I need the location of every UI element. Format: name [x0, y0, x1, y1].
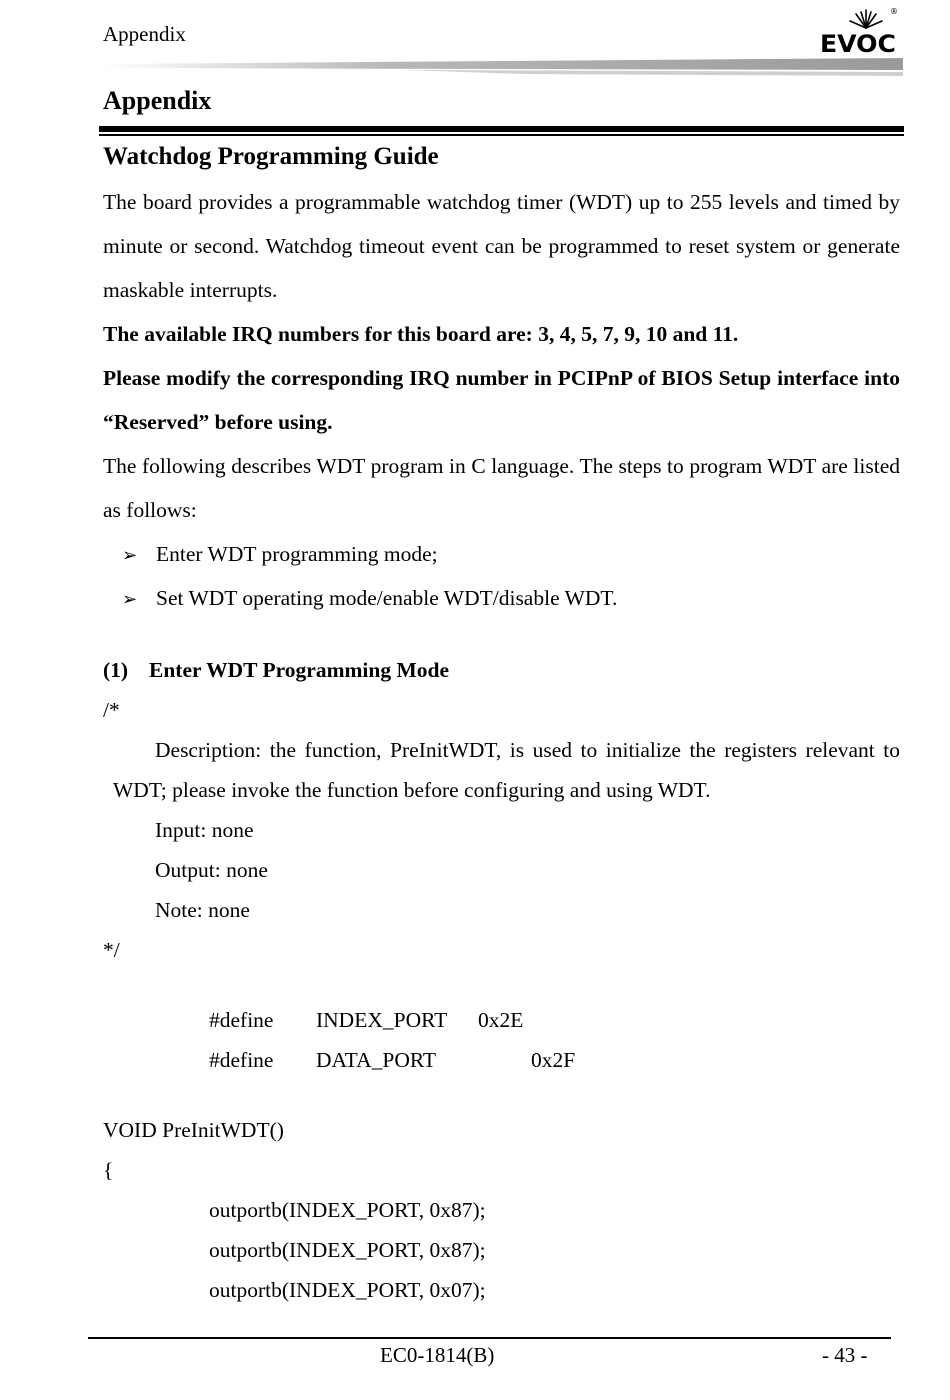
comment-open: /* — [103, 698, 120, 722]
define-keyword: #define — [209, 1048, 274, 1072]
running-header: Appendix — [103, 22, 186, 46]
open-brace: { — [103, 1158, 114, 1182]
section-title: Appendix — [103, 86, 212, 115]
steps-intro-paragraph: The following describes WDT program in C language. The steps to program WDT are listed as follows: — [103, 454, 900, 522]
subsection-number: (1) — [103, 658, 129, 682]
irq-note: The available IRQ numbers for this board are: 3, 4, 5, 7, 9, 10 and 11. — [103, 322, 739, 346]
list-item — [122, 576, 617, 622]
list-item — [122, 532, 438, 578]
function-signature: VOID PreInitWDT() — [103, 1118, 284, 1142]
code-line: outportb(INDEX_PORT, 0x87); — [209, 1238, 486, 1262]
evoc-logo — [820, 4, 902, 56]
footer-doc-id: EC0-1814(B) — [380, 1343, 495, 1367]
list-item-text: Set WDT operating mode/enable WDT/disable WDT. — [156, 586, 618, 610]
logo-wordmark: EVOC — [820, 30, 896, 56]
comment-close: */ — [103, 938, 120, 962]
code-line: outportb(INDEX_PORT, 0x07); — [209, 1278, 486, 1302]
footer-rule — [88, 1337, 891, 1339]
arrow-bullet-icon: ➢ — [122, 545, 138, 566]
title-rule-thin — [99, 134, 904, 136]
define-value: 0x2E — [478, 1008, 524, 1032]
arrow-bullet-icon: ➢ — [122, 589, 138, 610]
comment-input: Input: none — [155, 818, 254, 842]
define-name: DATA_PORT — [316, 1048, 437, 1072]
guide-title: Watchdog Programming Guide — [103, 143, 439, 170]
comment-output: Output: none — [155, 858, 268, 882]
define-name: INDEX_PORT — [316, 1008, 448, 1032]
define-keyword: #define — [209, 1008, 274, 1032]
function-description: Description: the function, PreInitWDT, is used to initialize the registers relevant to WDT; please invoke the function before configuring and using WDT. — [113, 738, 900, 802]
registered-mark: ® — [890, 7, 898, 16]
bios-note: Please modify the corresponding IRQ number in PCIPnP of BIOS Setup interface into “Reserved” before using. — [103, 366, 900, 434]
comment-note: Note: none — [155, 898, 250, 922]
subsection-heading — [103, 648, 449, 692]
intro-paragraph: The board provides a programmable watchdog timer (WDT) up to 255 levels and timed by minute or second. Watchdog timeout event can be programmed to reset system or generate maskable interrupts. — [103, 190, 900, 302]
title-rule-thick — [99, 126, 904, 132]
define-value: 0x2F — [531, 1048, 576, 1072]
header-swoosh-decoration — [103, 56, 903, 80]
subsection-title: Enter WDT Programming Mode — [149, 658, 449, 682]
list-item-text: Enter WDT programming mode; — [156, 542, 438, 566]
page-number: - 43 - — [822, 1343, 868, 1367]
code-line: outportb(INDEX_PORT, 0x87); — [209, 1198, 486, 1222]
